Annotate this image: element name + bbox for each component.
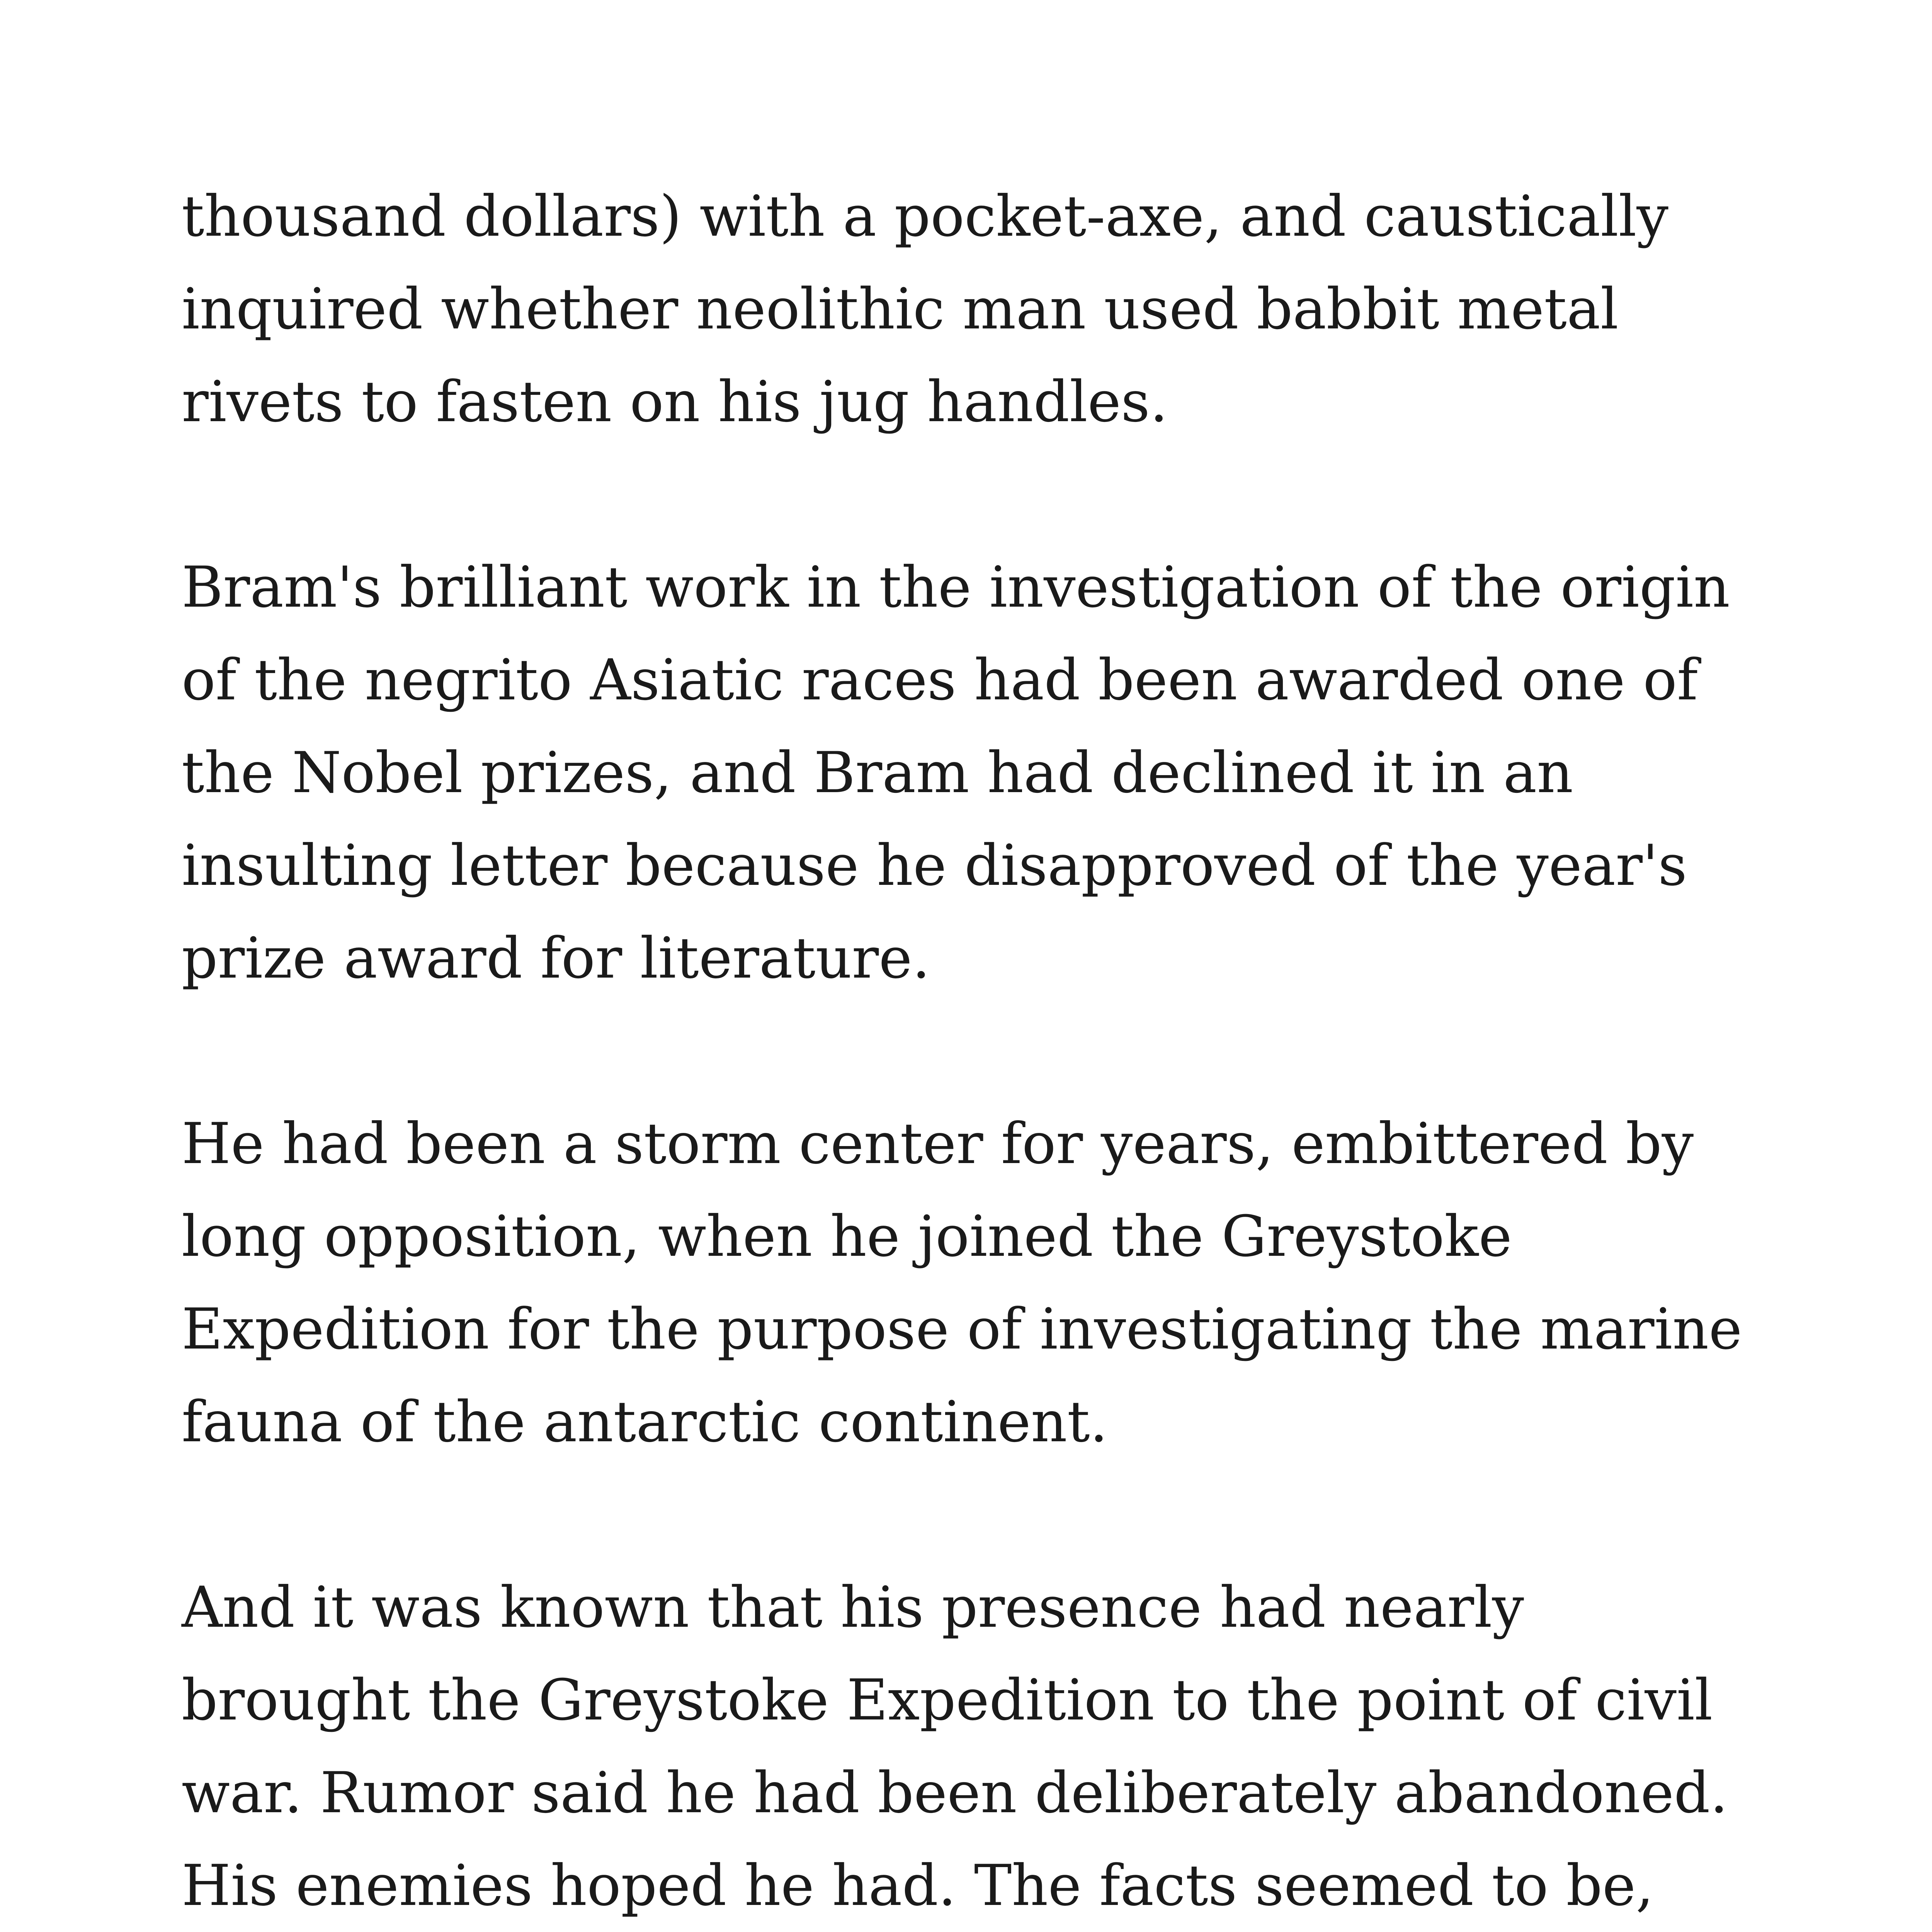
paragraph: And it was known that his presence had nearly brought the Greystoke Expedition to the point of civil war. Rumor said he had been deliberately abandoned. His enemies hoped he had. The facts seemed to be, xyxy=(182,1575,1728,1918)
paragraph: thousand dollars) with a pocket-axe, and caustically inquired whether neolithic man used babbit metal rivets to fasten on his jug handles. xyxy=(182,184,1668,435)
paragraph: He had been a storm center for years, embittered by long opposition, when he joined the Greystoke Expedition for the purpose of investigating the marine fauna of the antarctic continent. xyxy=(182,1111,1742,1455)
body-text xyxy=(182,170,1804,1932)
paragraph: Bram's brilliant work in the investigation of the origin of the negrito Asiatic races had been awarded one of the Nobel prizes, and Bram had declined it in an insulting letter because he disapproved of the year's prize award for literature. xyxy=(182,554,1730,991)
